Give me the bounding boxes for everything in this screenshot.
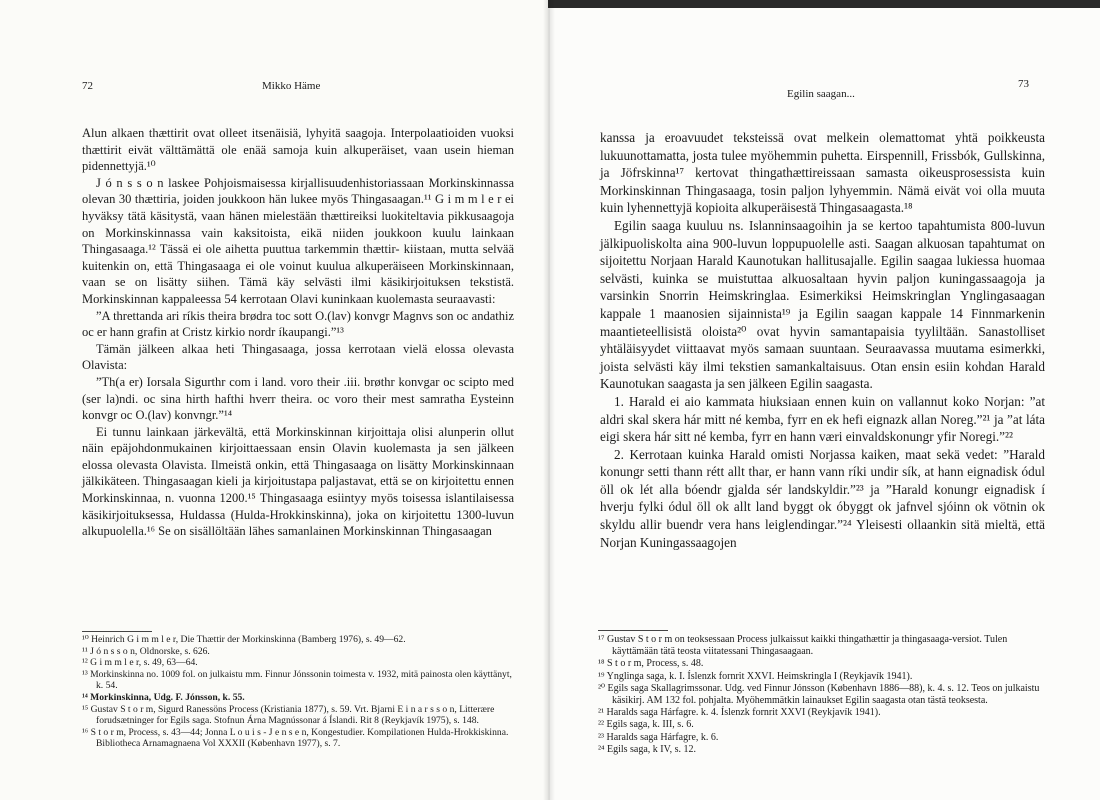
paragraph: kanssa ja eroavuudet teksteissä ovat melkein olemattomat yhtä poikkeusta lukuunottamatta, josta tulee myöhemmin puhetta. Eirspennill, Frissbók, Gullskinna, ja Jöfrskinna¹⁷ kertovat thingathættireissaan samasta oikeusprosessista kuin Morkinskinnan Thingasaaga, tosin paljon lyhyemmin. Nämä eivät voi olla muuta kuin lyhennettyjä kopioita alkuperäisestä Thingasaagasta.¹⁸ <box>600 130 1045 216</box>
footnote: ¹¹ J ó n s s o n, Oldnorske, s. 626. <box>82 645 210 657</box>
quotation: ”A threttanda ari ríkis theira brødra toc sott O.(lav) konvgr Magnvs son oc andathiz oc er hann grafin at Cristz kirkio nordr íkaupangi.”¹³ <box>82 308 514 340</box>
left-page-number: 72 <box>82 80 93 92</box>
footnote: ²² Egils saga, k. III, s. 6. <box>598 719 694 731</box>
left-body-text <box>82 125 514 540</box>
paragraph: J ó n s s o n laskee Pohjoismaisessa kirjallisuudenhistoriassaan Morkinskinnassa olevan 30 thættiria, joiden joukkoon hän lukee myös Thingasaagan.¹¹ G i m m l e r ei hyväksy tätä käsitystä, vaan hänen mielestään thættireiksi luokiteltavia pikkusaagoja on Morkinskinnassa vain kaksitoista, eikä niiden joukkoon kuulu lainkaan Thingasaaga.¹² Tässä ei ole aihetta puuttua tarkemmin thættir- kiistaan, mutta selvää kuitenkin on, että Thingasaaga ei ole voinut kuulua alkuperäiseen Morkinskinnaan, vaan se on lisätty siihen. Tämä käy selvästi ilmi käsikirjoituksen tekstistä. Morkinskinnan kappaleessa 54 kerrotaan Olavi kuninkaan kuolemasta seuraavasti: <box>82 175 514 306</box>
footnote: ¹⁸ S t o r m, Process, s. 48. <box>598 658 704 670</box>
footnote: ¹⁵ Gustav S t o r m, Sigurd Ranessöns Process (Kristiania 1877), s. 59. Vrt. Bjarni E i n a r s s o n, Litterære forudsætninger for Egils saga. Stofnun Árna Magnússonar á Íslandi. Rit 8 (Reykjavík 1975), s. 148. <box>82 703 495 727</box>
footnote: ¹⁶ S t o r m, Process, s. 43—44; Jonna L o u i s - J e n s e n, Kongestudier. Kompilationen Hulda-Hrokkiskinna. Bibliotheca Arnamagnaena Vol XXXII (København 1977), s. 7. <box>82 726 509 750</box>
footnote: ¹⁹ Ynglinga saga, k. I. Íslenzk fornrit XXVI. Heimskringla I (Reykjavík 1941). <box>598 670 913 682</box>
footnote: ¹⁷ Gustav S t o r m on teoksessaan Process julkaissut kaikki thingathættir ja thingasaaga-versiot. Tulen käyttämään tätä teosta viitatessani Thingasaagaan. <box>598 634 1008 658</box>
book-gutter <box>543 0 555 800</box>
paragraph: Egilin saaga kuuluu ns. Islanninsaagoihin ja se kertoo tapahtumista 800-luvun jälkipuoliskolta aina 900-luvun loppupuolelle asti. Saagan alkuosan tapahtumat on sijoitettu Norjaan Harald Kaunotukan hallitusajalle. Egilin saagaa lukiessa huomaa selvästi, kuinka se muistuttaa alkuosaltaan hyvin paljon kuningassaagoja ja varsinkin Snorrin Heimskringlaa. Esimerkiksi Heimskringlan Ynglingasaagan kappale 1 maanosien sijainnista¹⁹ ja Egilin saagan kappale 14 Finnmarkenin maantieteellisistä oloista²⁰ ovat hyvin samantapaisia tyyliltään. Sanastolliset yhtäläisyydet viittaavat myös samaan suuntaan. Seuraavassa muutama esimerkki, joista selvästi käy ilmi tekstien samankaltaisuus. Otan ensin esiin kohdan Harald Kaunotukan saagasta ja sen jälkeen Egilin saagasta. <box>600 217 1045 392</box>
quotation: ”Th(a er) Iorsala Sigurthr com i land. voro their .iii. brøthr konvgar oc scipto med (ser la)ndi. oc sina hirth hafthi hverr theira. oc voro their mest samratha Eysteinn konvgr oc O.(lav) konvngr.”¹⁴ <box>82 374 514 423</box>
right-running-head: Egilin saagan... <box>787 88 855 100</box>
footnote: ¹⁰ Heinrich G i m m l e r, Die Thættir der Morkinskinna (Bamberg 1976), s. 49—62. <box>82 634 406 645</box>
footnote: ¹³ Morkinskinna no. 1009 fol. on julkaistu mm. Finnur Jónssonin toimesta v. 1932, mitä painosta olen käyttänyt, k. 54. <box>82 668 512 692</box>
paragraph: 2. Kerrotaan kuinka Harald omisti Norjassa kaiken, maat sekä vedet: ”Harald konungr setti thann rétt allt thar, er hann vann ríki undir sík, at hann eignadisk ódul öll ok lét alla bóendr gjalda sér landskyldir.”²³ ja ”Harald konungr eignadisk í hverju fylki ódul öll ok allt land byggt ok óbyggt ok jafnvel sjóinn ok vötnin ok skyldu allir buendr vera hans leiglendingar.”²⁴ Yleisesti ollaankin sitä mieltä, että Norjan Kuningassaagojen <box>600 446 1045 550</box>
footnote-rule <box>82 631 152 632</box>
right-page-number: 73 <box>1018 78 1029 90</box>
scan-edge-shadow <box>548 0 1100 8</box>
paragraph: Alun alkaen thættirit ovat olleet itsenäisiä, lyhyitä saagoja. Interpolaatioiden vuoksi thættirit eivät välttämättä ole enää samoja kuin alkuperäiset, vaan usein hieman pidennettyjä.¹⁰ <box>82 126 514 174</box>
footnote: ²¹ Haralds saga Hárfagre. k. 4. Íslenzk fornrit XXVI (Reykjavík 1941). <box>598 707 881 719</box>
footnote: ²³ Haralds saga Hárfagre, k. 6. <box>598 731 719 743</box>
footnote: ²⁰ Egils saga Skallagrimssonar. Udg. ved Finnur Jónsson (København 1886—88), k. 4. s. 12. Teos on julkaistu käsikirj. AM 132 fol. pohjalta. Myöhemmätkin lainaukset Egilin saagasta otan tästä teoksesta. <box>598 682 1040 707</box>
right-footnotes <box>598 634 1043 756</box>
left-running-head: Mikko Häme <box>262 80 321 92</box>
paragraph: Tämän jälkeen alkaa heti Thingasaaga, jossa kerrotaan vielä elossa olevasta Olavista: <box>82 341 514 373</box>
footnote: ²⁴ Egils saga, k IV, s. 12. <box>598 743 696 755</box>
left-footnotes <box>82 634 514 750</box>
footnote: ¹⁴ Morkinskinna, Udg. F. Jónsson, k. 55. <box>82 691 245 703</box>
footnote-rule <box>598 630 668 631</box>
paragraph: Ei tunnu lainkaan järkevältä, että Morkinskinnan kirjoittaja olisi alunperin ollut näin epäjohdonmukainen kirjoittaessaan ensin Olavin kuolemasta ja sen jälkeen elossa olevasta Olavista. Ilmeistä onkin, että Thingasaaga on lisätty Morkinskinnaan jälkikäteen. Thingasaagan kieli ja kirjoitustapa paljastavat, että se on kirjoitettu ennen Morkinskinnaa, n. vuonna 1200.¹⁵ Thingasaaga esiintyy myös toisessa islantilaisessa käsikirjoituksessa, Huldassa (Hulda-Hrokkinskinna), joka on kirjoitettu 1300-luvun alkupuolella.¹⁶ Se on sisällöltään lähes samanlainen Morkinskinnan Thingasaagan <box>82 424 514 539</box>
paragraph: 1. Harald ei aio kammata hiuksiaan ennen kuin on vallannut koko Norjan: ”at aldri skal skera hár mitt né kemba, fyrr en ek hefi eignazk allan Noreg.”²¹ ja ”at láta eigi skera hár sitt né kemba, fyrr en hann væri einvaldskonungr yfir Noregi.”²² <box>600 393 1045 445</box>
right-body-text <box>600 129 1045 551</box>
footnote: ¹² G i m m l e r, s. 49, 63—64. <box>82 657 198 669</box>
